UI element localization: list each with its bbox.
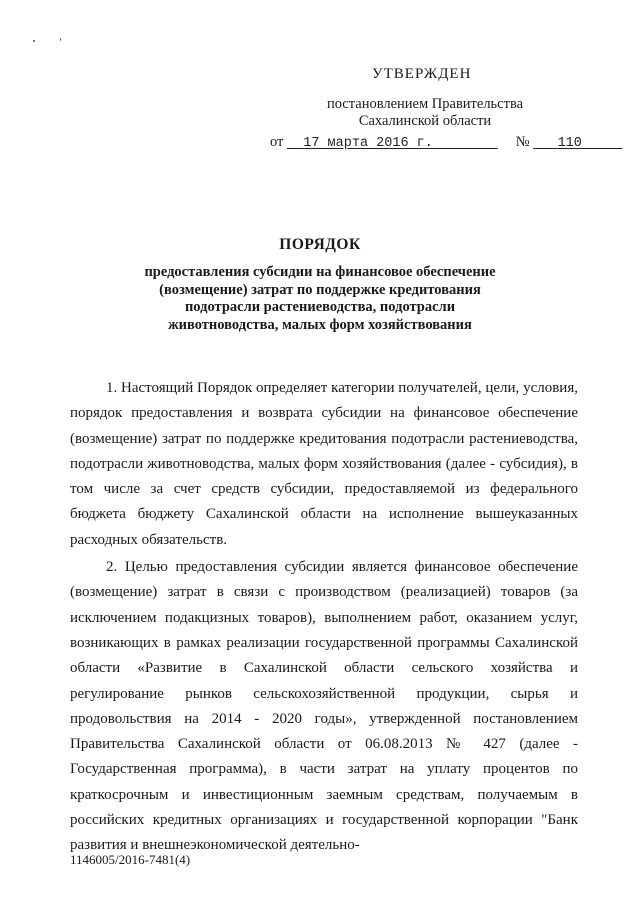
document-body bbox=[70, 376, 578, 859]
resolution-line-1: постановлением Правительства bbox=[326, 96, 524, 112]
scan-speck bbox=[33, 40, 35, 42]
number-sign: № bbox=[515, 134, 530, 150]
scan-speck bbox=[60, 38, 61, 41]
date-prefix: от bbox=[270, 134, 284, 150]
document-subtitle bbox=[110, 264, 530, 334]
resolution-block bbox=[316, 96, 534, 130]
resolution-line-2: Сахалинской области bbox=[358, 113, 492, 129]
approved-stamp: УТВЕРЖДЕН bbox=[372, 66, 472, 82]
document-title: ПОРЯДОК bbox=[279, 236, 361, 253]
subtitle-line-1: предоставления субсидии на финансовое обеспечение bbox=[144, 264, 496, 280]
paragraph-1: 1. Настоящий Порядок определяет категории получателей, цели, условия, порядок предоставления и возврата субсидии на финансовое обеспечение (возмещение) затрат по поддержке кредитования подотрасли растениеводства, подотрасли животноводства, малых форм хозяйствования (далее - субсидия), в том числе за счет средств субсидии, предоставляемой из федерального бюджета бюджету Сахалинской области на исполнение вышеуказанных расходных обязательств. bbox=[70, 380, 578, 548]
subtitle-line-3: подотрасли растениеводства, подотрасли bbox=[184, 299, 456, 315]
number-value: 110 bbox=[557, 136, 582, 151]
footer-doc-code: 1146005/2016-7481(4) bbox=[70, 852, 191, 867]
subtitle-line-4: животноводства, малых форм хозяйствования bbox=[168, 316, 472, 333]
subtitle-line-2: (возмещение) затрат по поддержке кредитования bbox=[159, 281, 481, 298]
date-value: 17 марта 2016 г. bbox=[303, 136, 433, 151]
date-number-line bbox=[270, 134, 622, 151]
paragraph-2: 2. Целью предоставления субсидии является финансовое обеспечение (возмещение) затрат в связи с производством (реализацией) товаров (за исключением подакцизных товаров), выполнением работ, оказанием услуг, возникающих в рамках реализации государственной программы Сахалинской области «Развитие в Сахалинской области сельского хозяйства и регулирование рынков сельскохозяйственной продукции, сырья и продовольствия на 2014 - 2020 годы», утвержденной постановлением Правительства Сахалинской области от 06.08.2013 № 427 (далее - Государственная программа), в части затрат на уплату процентов по краткосрочным и инвестиционным заемным средствам, получаемым в российских кредитных организациях и государственной корпорации "Банк развития и внешнеэкономической деятельно- bbox=[70, 559, 578, 854]
